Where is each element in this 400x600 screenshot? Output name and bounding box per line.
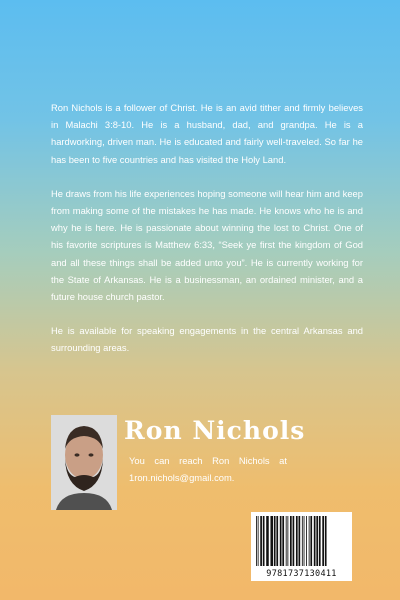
- isbn-barcode: [251, 512, 352, 581]
- barcode-bar: [306, 516, 307, 566]
- barcode-bar: [302, 516, 303, 566]
- author-portrait-icon: [51, 415, 117, 510]
- barcode-bar: [310, 516, 312, 566]
- barcode-bar: [322, 516, 324, 566]
- barcode-bar: [256, 516, 257, 566]
- barcode-bar: [316, 516, 318, 566]
- barcode-bar: [286, 516, 287, 566]
- bio-paragraph-3: He is available for speaking engagements in the central Arkansas and surrounding areas.: [51, 325, 363, 354]
- bio-paragraph-2: He draws from his life experiences hoping someone will hear him and keep from making some of the mistakes he has made. He knows who he is and why he is here. He is passionate about winning the lost to Christ. One of his favorite scriptures is Matthew 6:33, “Seek ye first the kingdom of God and all these things shall be added unto you”. He is currently working for the State of Arkansas. He is a businessman, an ordained minister, and a future house church pastor.: [51, 187, 363, 303]
- barcode-bar: [266, 516, 269, 566]
- barcode-bar: [296, 516, 298, 566]
- barcode-bar: [325, 516, 327, 566]
- barcode-bar: [287, 516, 288, 566]
- barcode-bar: [260, 516, 262, 566]
- barcode-bar: [276, 516, 278, 566]
- barcode-bar: [299, 516, 301, 566]
- bio-paragraph-1: Ron Nichols is a follower of Christ. He is an avid tither and firmly believes in Malachi 3:8-10. He is a husband, dad, and grandpa. He is a hardworking, driven man. He is educated and fairly well-traveled. So far he has been to five countries and has visited the Holy Land.: [51, 102, 363, 165]
- author-bio: [51, 99, 363, 374]
- author-contact: You can reach Ron Nichols at 1ron.nichols@gmail.com.: [129, 455, 287, 483]
- author-photo: [51, 415, 117, 510]
- barcode-bar: [290, 516, 292, 566]
- barcode-bar: [304, 516, 305, 566]
- barcode-bar: [309, 516, 310, 566]
- barcode-bars: [255, 516, 348, 566]
- barcode-bar: [274, 516, 276, 566]
- barcode-bar: [282, 516, 284, 566]
- barcode-number: 9781737130411: [266, 569, 337, 579]
- barcode-bar: [293, 516, 295, 566]
- barcode-bar: [258, 516, 259, 566]
- author-name: Ron Nichols: [124, 416, 306, 445]
- barcode-bar: [314, 516, 316, 566]
- barcode-bar: [280, 516, 282, 566]
- barcode-bar: [319, 516, 321, 566]
- barcode-bar: [270, 516, 273, 566]
- barcode-bar: [263, 516, 265, 566]
